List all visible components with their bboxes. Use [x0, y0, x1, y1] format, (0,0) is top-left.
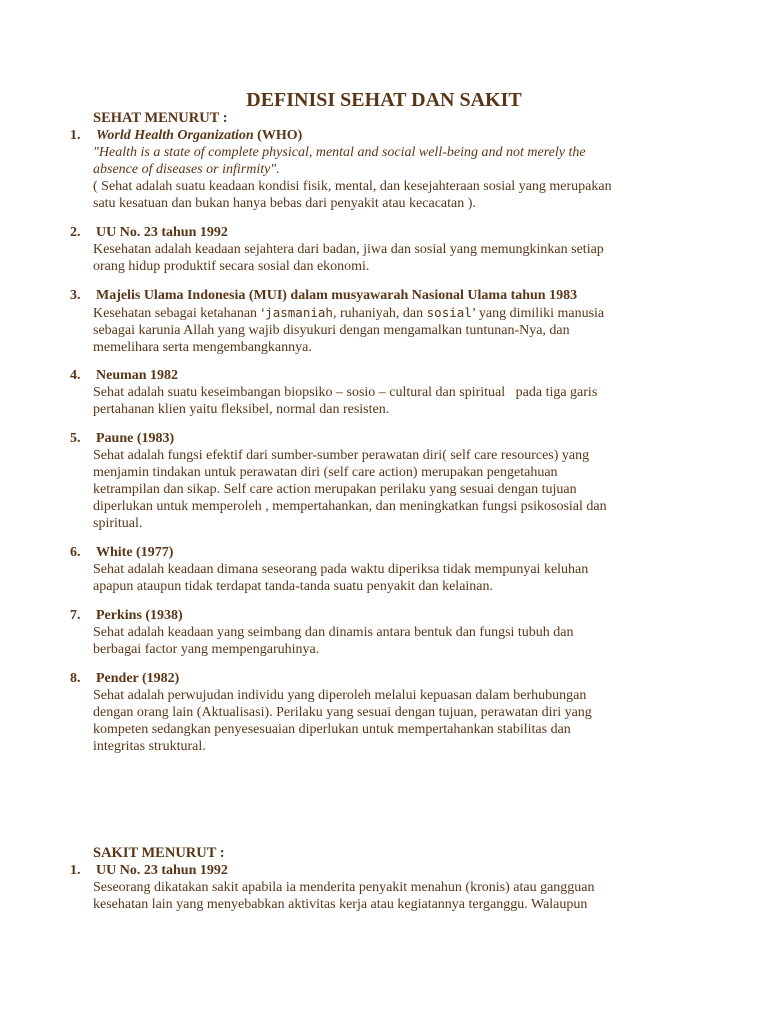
document-title: DEFINISI SEHAT DAN SAKIT: [246, 89, 522, 111]
sehat-item-uu: [70, 224, 710, 275]
sehat-item-perkins: [70, 607, 710, 658]
body-line: [93, 304, 710, 322]
body-line: Sehat adalah perwujudan individu yang diperoleh melalui kepuasan dalam berhubungan: [93, 688, 587, 703]
item-title: Pender (1982): [96, 671, 180, 686]
item-heading: [70, 862, 710, 879]
body-line: dengan orang lain (Aktualisasi). Perilaku yang sesuai dengan tujuan, perawatan diri yang: [93, 705, 592, 720]
item-number: 8.: [70, 671, 81, 686]
sakit-item-uu: [70, 862, 710, 913]
item-title: Perkins (1938): [96, 608, 183, 623]
text-run-mono: jasmaniah: [265, 305, 333, 320]
body-line: orang hidup produktif secara sosial dan ekonomi.: [93, 259, 370, 274]
sehat-item-paune: [70, 430, 710, 532]
item-number: 3.: [70, 288, 81, 303]
item-heading: [70, 430, 710, 447]
sehat-section-heading: SEHAT MENURUT :: [93, 110, 228, 126]
item-title: UU No. 23 tahun 1992: [96, 225, 228, 240]
item-heading: [70, 287, 710, 304]
item-heading: [70, 607, 710, 624]
body-line: pertahanan klien yaitu fleksibel, normal dan resisten.: [93, 402, 390, 417]
body-line: spiritual.: [93, 516, 143, 531]
body-line: satu kesatuan dan bukan hanya bebas dari penyakit atau kecacatan ).: [93, 196, 476, 211]
body-line: Seseorang dikatakan sakit apabila ia menderita penyakit menahun (kronis) atau gangguan: [93, 880, 595, 895]
item-title: UU No. 23 tahun 1992: [96, 863, 228, 878]
text-run: Kesehatan sebagai ketahanan ‘: [93, 306, 266, 321]
item-number: 2.: [70, 225, 81, 240]
item-number: 5.: [70, 431, 81, 446]
body-line: memelihara serta mengembangkannya.: [93, 340, 312, 355]
body-line: kesehatan lain yang menyebabkan aktivitas kerja atau kegiatannya terganggu. Walaupun: [93, 897, 588, 912]
item-number: 1.: [70, 128, 81, 143]
item-body: [93, 447, 710, 532]
item-heading: [70, 670, 710, 687]
item-heading: [70, 367, 710, 384]
body-line: Sehat adalah fungsi efektif dari sumber-sumber perawatan diri( self care resources) yang: [93, 448, 590, 463]
item-body: [93, 624, 710, 658]
quote-line: "Health is a state of complete physical, mental and social well-being and not merely the: [93, 145, 586, 160]
item-title: Neuman 1982: [96, 368, 179, 383]
body-line: Sehat adalah suatu keseimbangan biopsiko – sosio – cultural dan spiritual pada tiga garis: [93, 385, 598, 400]
item-body: [93, 561, 710, 595]
item-title: Paune (1983): [96, 431, 175, 446]
body-line: ketrampilan dan sikap. Self care action merupakan perilaku yang sesuai dengan tujuan: [93, 482, 577, 497]
sehat-item-pender: [70, 670, 710, 755]
item-heading: [70, 544, 710, 561]
item-body: [93, 879, 710, 913]
item-body: [93, 384, 710, 418]
item-body: [93, 241, 710, 275]
body-line: menjamin tindakan untuk perawatan diri (self care action) merupakan pengetahuan: [93, 465, 558, 480]
item-number: 7.: [70, 608, 81, 623]
body-line: kompeten sedangkan penyesesuaian diperlukan untuk mempertahankan stabilitas dan: [93, 722, 571, 737]
body-line: sebagai karunia Allah yang wajib disyukuri dengan mengamalkan tuntunan-Nya, dan: [93, 323, 570, 338]
body-line: Sehat adalah keadaan yang seimbang dan dinamis antara bentuk dan fungsi tubuh dan: [93, 625, 574, 640]
item-number: 6.: [70, 545, 81, 560]
body-line: berbagai factor yang mempengaruhinya.: [93, 642, 320, 657]
item-title: [96, 127, 302, 144]
item-number: 4.: [70, 368, 81, 383]
item-title: White (1977): [96, 545, 174, 560]
item-body: [93, 144, 710, 212]
body-line: diperlukan untuk memperoleh , mempertahankan, dan meningkatkan fungsi psikososial dan: [93, 499, 607, 514]
item-body: [93, 304, 710, 356]
who-title-italic: World Health Organization: [96, 128, 254, 143]
text-run-mono: sosial: [426, 305, 472, 320]
sehat-item-neuman: [70, 367, 710, 418]
body-line: ( Sehat adalah suatu keadaan kondisi fisik, mental, dan kesejahteraan sosial yang merupakan: [93, 179, 612, 194]
body-line: apapun ataupun tidak terdapat tanda-tanda suatu penyakit dan kelainan.: [93, 579, 494, 594]
sakit-section-heading: SAKIT MENURUT :: [93, 845, 225, 861]
who-title-rest: (WHO): [253, 128, 303, 143]
item-heading: [70, 127, 710, 144]
body-line: integritas struktural.: [93, 739, 206, 754]
sehat-item-mui: [70, 287, 710, 356]
item-heading: [70, 224, 710, 241]
item-number: 1.: [70, 863, 81, 878]
quote-line: absence of diseases or infirmity".: [93, 162, 280, 177]
sehat-item-white: [70, 544, 710, 595]
item-body: [93, 687, 710, 755]
body-line: Kesehatan adalah keadaan sejahtera dari badan, jiwa dan sosial yang memungkinkan setiap: [93, 242, 604, 257]
sehat-item-who: [70, 127, 710, 212]
text-run: , ruhaniyah, dan: [332, 306, 427, 321]
body-line: Sehat adalah keadaan dimana seseorang pada waktu diperiksa tidak mempunyai keluhan: [93, 562, 589, 577]
text-run: ’ yang dimiliki manusia: [471, 306, 605, 321]
item-title: Majelis Ulama Indonesia (MUI) dalam musyawarah Nasional Ulama tahun 1983: [96, 288, 578, 303]
